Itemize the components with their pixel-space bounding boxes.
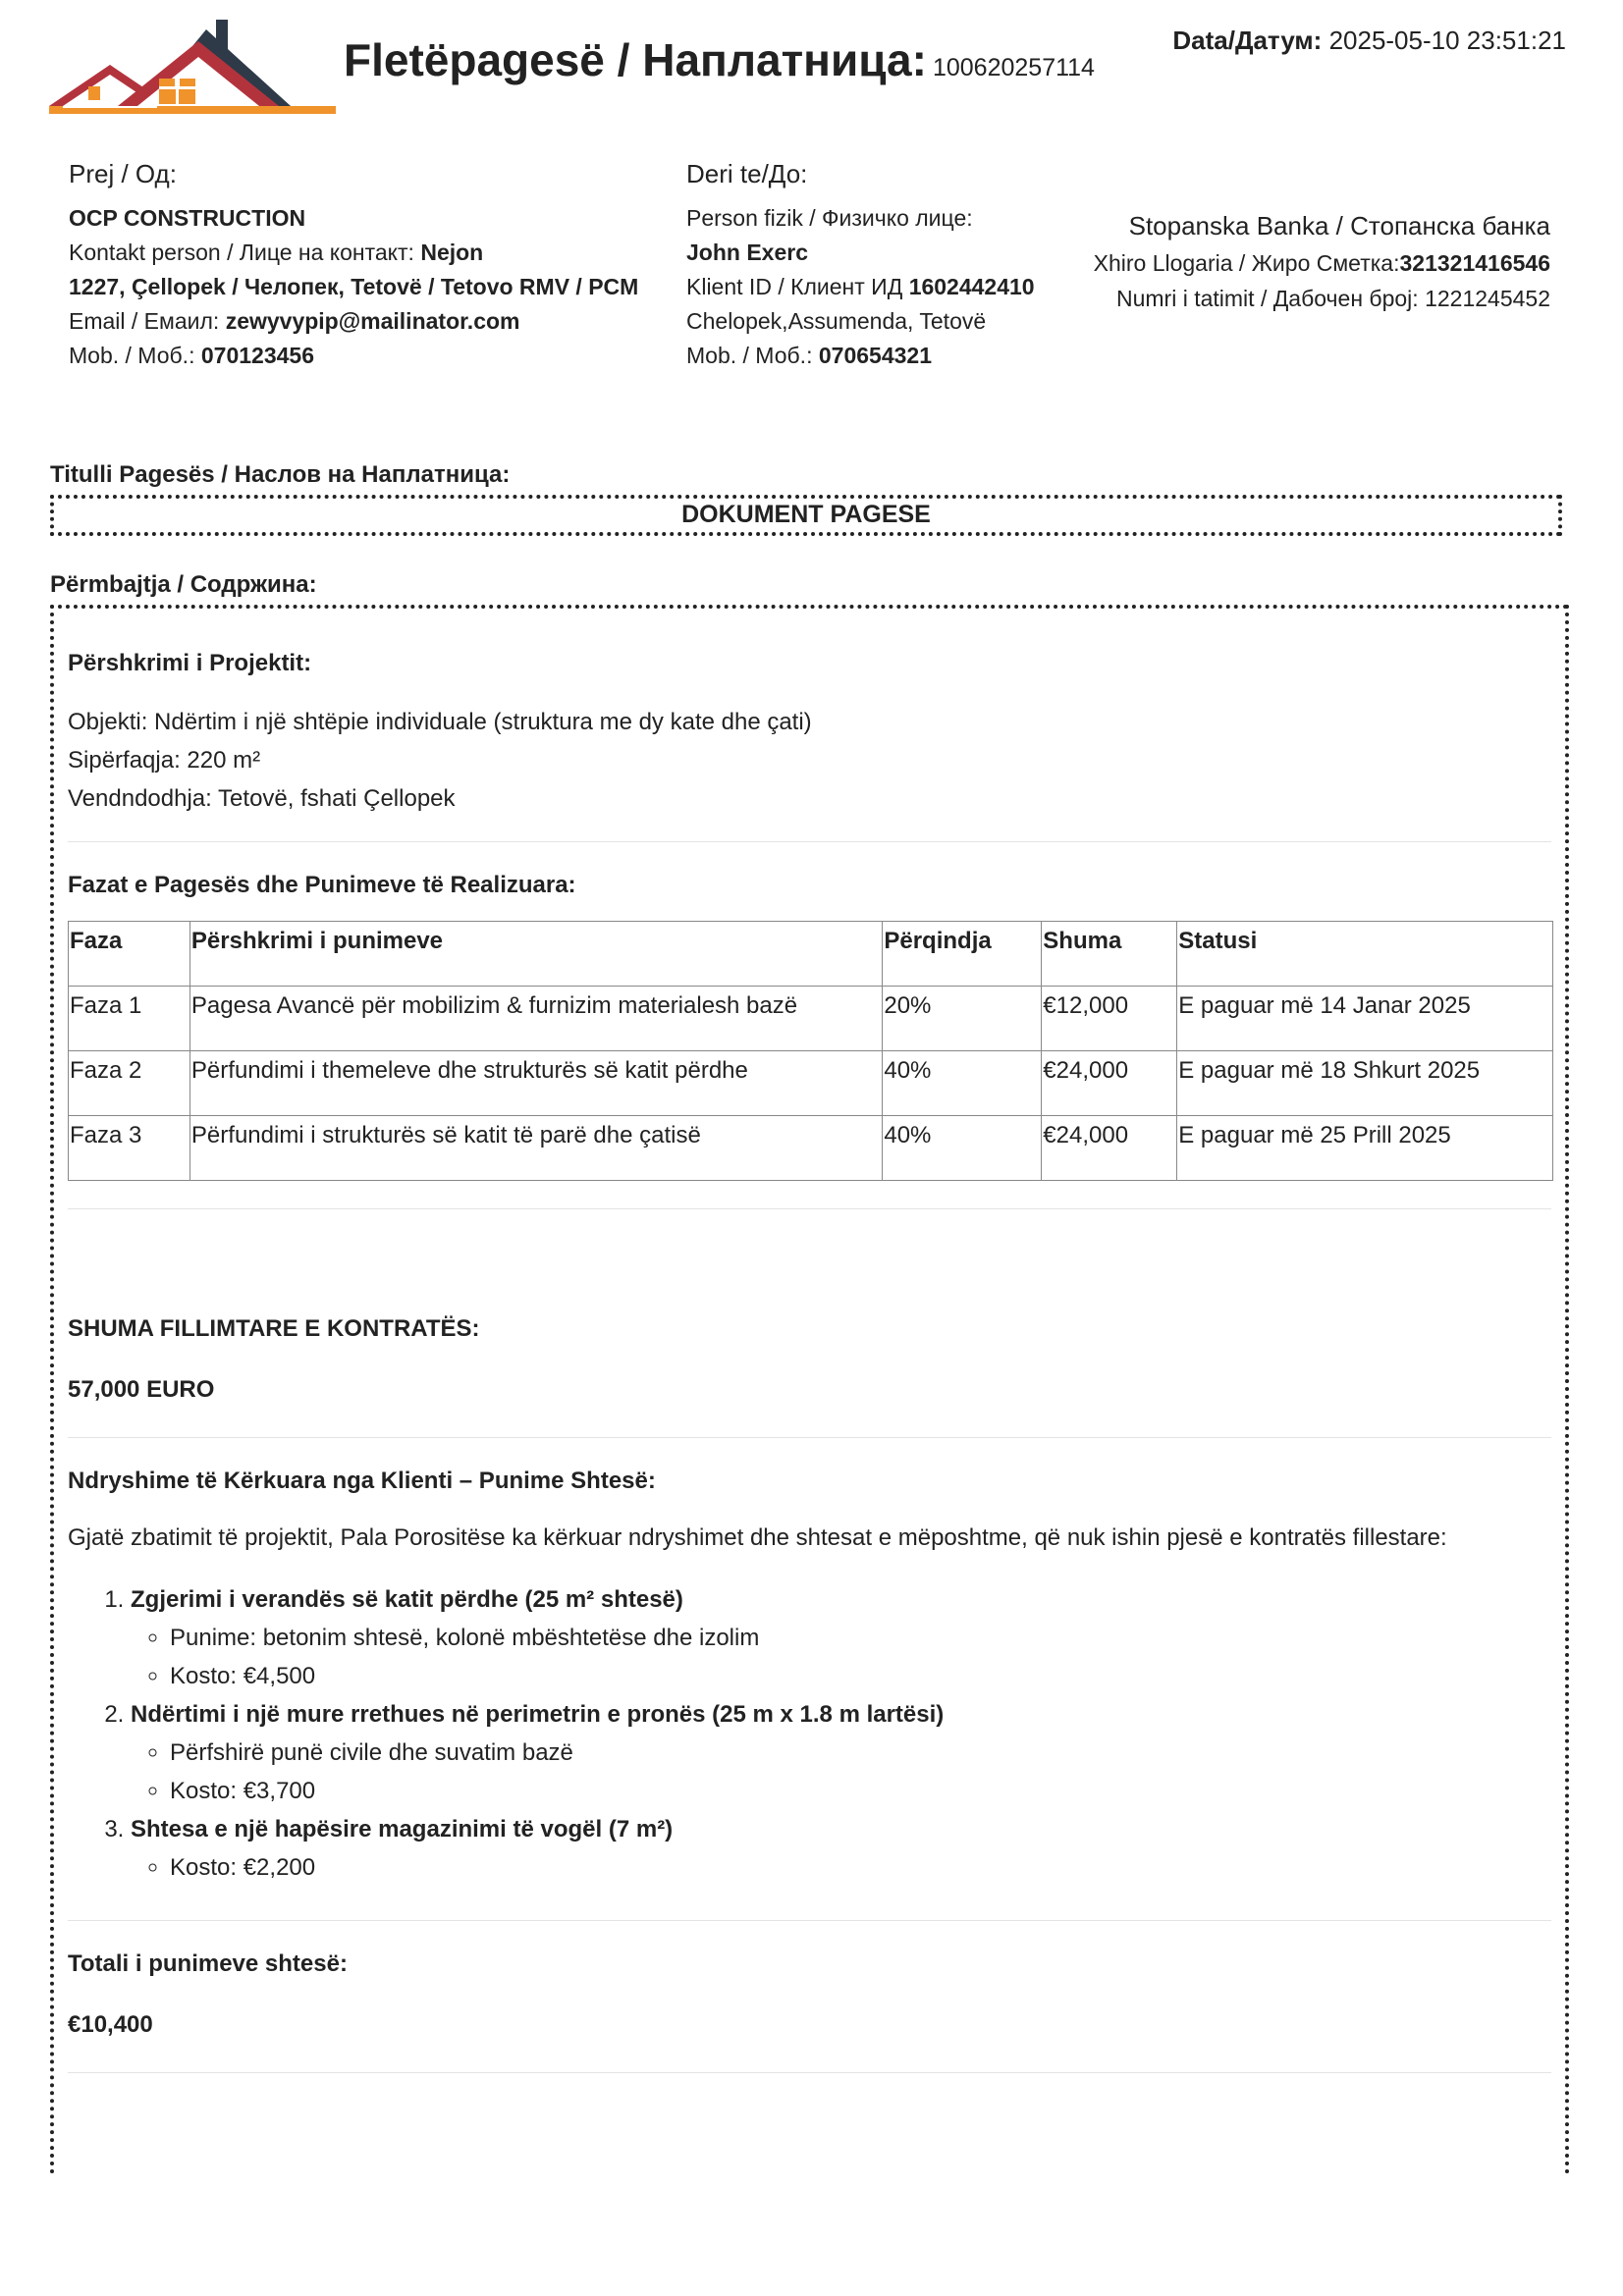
contract-amount: 57,000 EURO bbox=[68, 1376, 215, 1403]
total-amount: €10,400 bbox=[68, 2011, 153, 2038]
sender-company: OCP CONSTRUCTION bbox=[69, 205, 306, 231]
changes-heading: Ndryshime të Kërkuara nga Klienti – Punime Shtesë: bbox=[68, 1468, 656, 1494]
recipient-heading: Deri te/До: bbox=[686, 159, 808, 188]
changes-list bbox=[68, 1580, 1551, 1887]
contract-heading: SHUMA FILLIMTARE E KONTRATËS: bbox=[68, 1315, 480, 1342]
changes-intro: Gjatë zbatimit të projektit, Pala Porositëse ka kërkuar ndryshimet dhe shtesat e mëposhtme, që nuk ishin pjesë e kontratës fillestare: bbox=[68, 1524, 1447, 1551]
total-heading: Totali i punimeve shtesë: bbox=[68, 1950, 348, 1977]
invoice-number: 100620257114 bbox=[932, 54, 1095, 81]
company-logo bbox=[49, 20, 340, 118]
recipient-client-id: 1602442410 bbox=[908, 274, 1035, 299]
list-item: ◦ Punime: betonim shtesë, kolonë mbështetëse dhe izolim bbox=[170, 1619, 1551, 1657]
recipient-block: Deri te/До: Person fizik / Физичко лице: John Exerc Klient ID / Клиент ИД 1602442410 Chelopek,Assumenda, Tetovë Mob. / Моб.: 070654321 bbox=[686, 159, 1035, 368]
recipient-name: John Exerc bbox=[686, 240, 808, 265]
table-row: Faza 3 Përfundimi i strukturës së katit të parë dhe çatisë 40% €24,000 E paguar më 25 Prill 2025 bbox=[69, 1116, 1553, 1181]
sender-contact: Nejon bbox=[420, 240, 484, 265]
recipient-address: Chelopek,Assumenda, Tetovë bbox=[686, 308, 987, 334]
content-label: Përmbajtja / Содржина: bbox=[50, 571, 317, 598]
recipient-type: Person fizik / Физичко лице: bbox=[686, 205, 973, 231]
sender-mobile: 070123456 bbox=[200, 343, 314, 368]
list-item: ◦ Kosto: €3,700 bbox=[170, 1772, 1551, 1810]
project-heading: Përshkrimi i Projektit: bbox=[68, 650, 312, 676]
tax-number: 1221245452 bbox=[1425, 286, 1550, 311]
list-item: ◦ Kosto: €4,500 bbox=[170, 1657, 1551, 1695]
sender-heading: Prej / Од: bbox=[69, 159, 177, 188]
invoice-title: Fletëpagesë / Наплатница: 100620257114 bbox=[344, 34, 1095, 85]
payment-title-box: DOKUMENT PAGESE bbox=[50, 495, 1562, 536]
list-item: ◦ Përfshirë punë civile dhe suvatim bazë bbox=[170, 1734, 1551, 1772]
table-header-row: Faza Përshkrimi i punimeve Përqindja Shuma Statusi bbox=[69, 922, 1553, 987]
phases-heading: Fazat e Pagesës dhe Punimeve të Realizuara: bbox=[68, 872, 576, 898]
sender-email: zewyvypip@mailinator.com bbox=[225, 308, 520, 334]
list-item: 3. Shtesa e një hapësire magazinimi të vogël (7 m²) ◦ Kosto: €2,200 bbox=[131, 1810, 1551, 1887]
bank-name: Stopanska Banka / Стопанска банка bbox=[1128, 211, 1550, 240]
content-box bbox=[50, 605, 1569, 2175]
recipient-mobile: 070654321 bbox=[818, 343, 932, 368]
invoice-date: Data/Датум: 2025-05-10 23:51:21 bbox=[1172, 26, 1566, 55]
sender-address: 1227, Çellopek / Челопек, Tetovë / Tetovo RMV / PCM bbox=[69, 274, 639, 299]
divider bbox=[68, 2072, 1551, 2073]
bank-account: 321321416546 bbox=[1399, 250, 1550, 276]
table-row: Faza 1 Pagesa Avancë për mobilizim & furnizim materialesh bazë 20% €12,000 E paguar më 14 Janar 2025 bbox=[69, 987, 1553, 1051]
payment-title-label: Titulli Pagesës / Наслов на Наплатница: bbox=[50, 461, 511, 488]
list-item: 2. Ndërtimi i një mure rrethues në perimetrin e pronës (25 m x 1.8 m lartësi) ◦ Përfshirë punë civile dhe suvatim bazë ◦ Kosto: €3,700 bbox=[131, 1695, 1551, 1810]
list-item: 1. Zgjerimi i verandës së katit përdhe (25 m² shtesë) ◦ Punime: betonim shtesë, kolonë mbështetëse dhe izolim ◦ Kosto: €4,500 bbox=[131, 1580, 1551, 1695]
phases-table bbox=[68, 921, 1553, 1181]
bank-block: Stopanska Banka / Стопанска банка Xhiro Llogaria / Жиро Сметка:321321416546 Numri i tatimit / Дабочен број: 1221245452 bbox=[1094, 208, 1550, 316]
project-line: Vendndodhja: Tetovë, fshati Çellopek bbox=[68, 785, 456, 812]
table-row: Faza 2 Përfundimi i themeleve dhe strukturës së katit përdhe 40% €24,000 E paguar më 18 Shkurt 2025 bbox=[69, 1051, 1553, 1116]
project-line: Sipërfaqja: 220 m² bbox=[68, 747, 261, 774]
list-item: ◦ Kosto: €2,200 bbox=[170, 1848, 1551, 1887]
sender-block: Prej / Од: OCP CONSTRUCTION Kontakt person / Лице на контакт: Nejon 1227, Çellopek / Челопек, Tetovë / Tetovo RMV / PCM Email / Емаил: zewyvypip@mailinator.com Mob. / Моб.: 070123456 bbox=[69, 159, 639, 368]
project-line: Objekti: Ndërtim i një shtëpie individuale (struktura me dy kate dhe çati) bbox=[68, 709, 812, 735]
